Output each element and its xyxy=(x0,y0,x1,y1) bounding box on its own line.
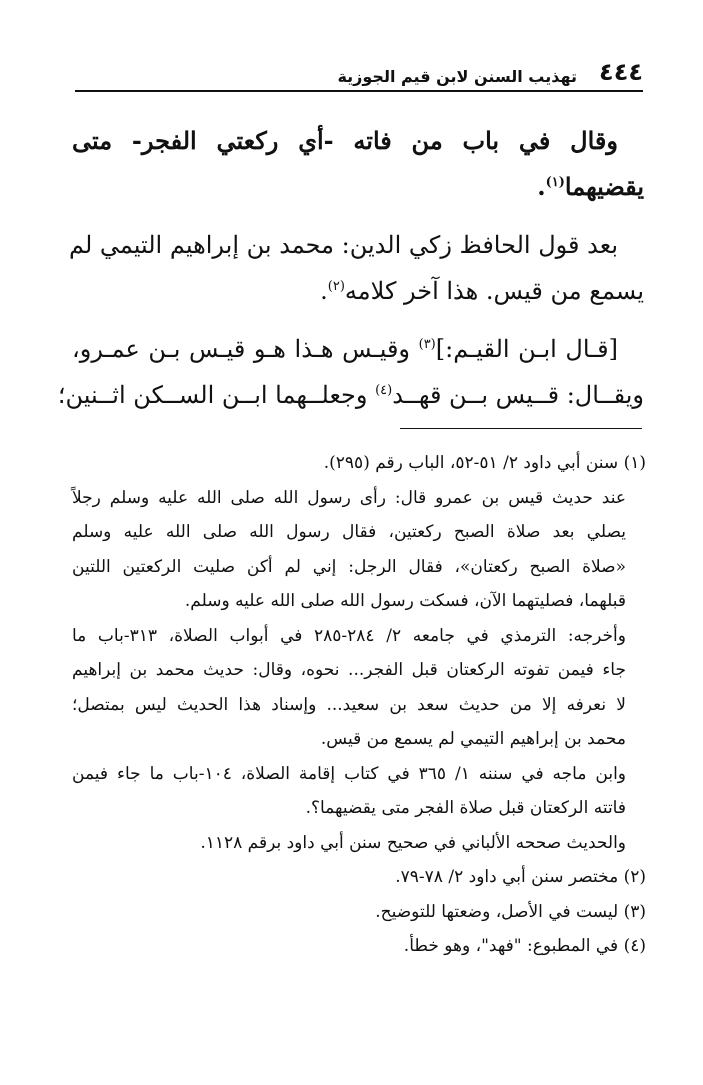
footnote-1-line-4: «صلاة الصبح ركعتان»، فقال الرجل: إني لم أكن صليت الركعتين اللتين xyxy=(72,556,626,577)
paragraph-1-text: يقضيهما xyxy=(564,172,644,201)
paragraph-1-end: . xyxy=(537,172,546,201)
paragraph-3-line-2 xyxy=(57,372,644,418)
footnote-1-line-10: وابن ماجه في سننه ١/ ٣٦٥ في كتاب إقامة الصلاة، ١٠٤-باب ما جاء فيمن xyxy=(72,763,627,784)
footnote-ref-1: (١) xyxy=(545,175,565,190)
paragraph-gap xyxy=(72,314,644,326)
footnotes xyxy=(72,446,646,964)
paragraph-2-text: يسمع من قيس. هذا آخر كلامه xyxy=(344,277,644,305)
footnote-ref-2: (٢) xyxy=(327,279,345,294)
footnote-1-line-5: قبلهما، فصليتهما الآن، فسكت رسول الله صلى الله عليه وسلم. xyxy=(184,591,626,611)
footnote-1-line-2: عند حديث قيس بن عمرو قال: رأى رسول الله صلى الله عليه وسلم رجلاً xyxy=(72,487,626,508)
page-header xyxy=(75,52,643,92)
paragraph-gap xyxy=(72,210,644,222)
paragraph-2-line-2 xyxy=(72,268,644,314)
footnote-separator xyxy=(400,428,642,429)
paragraph-1-line-2 xyxy=(72,164,644,210)
footnote-ref-4: (٤) xyxy=(375,383,393,398)
main-text xyxy=(57,118,644,418)
paragraph-1-line-1: وقال في باب من فاته -أي ركعتي الفجر- متى xyxy=(72,126,618,155)
page-number: ٤٤٤ xyxy=(599,58,643,86)
footnote-3: (٣) ليست في الأصل، وضعتها للتوضيح. xyxy=(375,901,646,922)
footnote-1-line-7: جاء فيمن تفوته الركعتان قبل الفجر... نحوه، وقال: حديث محمد بن إبراهيم xyxy=(72,660,626,680)
paragraph-3-text-c: ويقــال: قــيس بــن قهــد xyxy=(392,381,644,409)
footnote-1-line-12: والحديث صححه الألباني في صحيح سنن أبي داود برقم ١١٢٨. xyxy=(200,832,626,853)
footnote-1-line-1: (١) سنن أبي داود ٢/ ٥١-٥٢، الباب رقم (٢٩٥). xyxy=(323,453,646,473)
running-title: تهذيب السنن لابن قيم الجوزية xyxy=(337,67,578,86)
footnote-4: (٤) في المطبوع: "فهد"، وهو خطأ. xyxy=(403,936,646,956)
paragraph-2-end: . xyxy=(320,277,328,305)
footnote-1-line-8: لا نعرفه إلا من حديث سعد بن سعيد... وإسناد هذا الحديث ليس بمتصل؛ xyxy=(72,694,626,715)
paragraph-3-text-b: وقيـس هـذا هـو قيـس بـن عمـرو، xyxy=(72,335,419,363)
footnote-2: (٢) مختصر سنن أبي داود ٢/ ٧٨-٧٩. xyxy=(395,867,646,887)
footnote-1-line-3: يصلي بعد صلاة الصبح ركعتين، فقال رسول الله صلى الله عليه وسلم xyxy=(72,522,626,542)
footnote-ref-3: (٣) xyxy=(418,337,436,352)
footnote-1-line-6: وأخرجه: الترمذي في جامعه ٢/ ٢٨٤-٢٨٥ في أبواب الصلاة، ٣١٣-باب ما xyxy=(72,625,626,646)
paragraph-3-line-1 xyxy=(72,326,644,372)
paragraph-3-text-a: [قـال ابـن القيـم:] xyxy=(435,335,618,363)
paragraph-2-line-1: بعد قول الحافظ زكي الدين: محمد بن إبراهيم التيمي لم xyxy=(68,231,618,259)
paragraph-3-text-d: وجعلــهما ابــن الســكن اثــنين؛ xyxy=(57,381,376,409)
footnote-1-line-9: محمد بن إبراهيم التيمي لم يسمع من قيس. xyxy=(320,729,626,749)
footnote-1-line-11: فاتته الركعتان قبل صلاة الفجر متى يقضيهما؟. xyxy=(305,798,626,818)
